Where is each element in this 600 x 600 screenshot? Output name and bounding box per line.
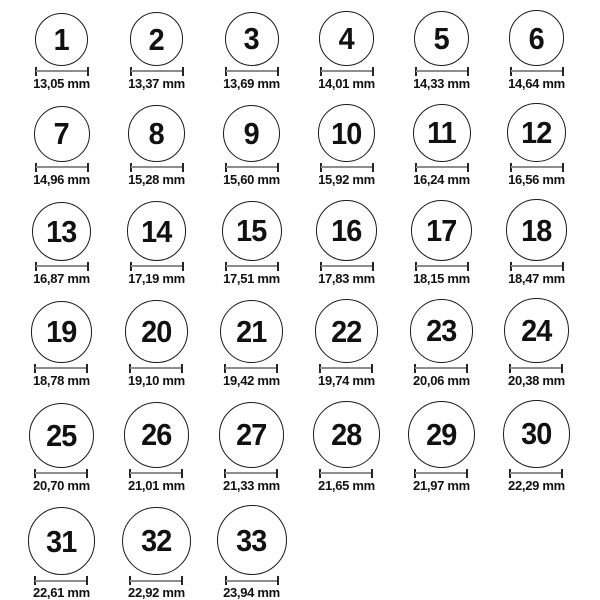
ring-size-circle <box>29 403 94 468</box>
ring-size-number: 6 <box>528 20 545 56</box>
ring-size-number: 24 <box>521 313 552 348</box>
ruler-line <box>320 367 372 369</box>
ring-size-number: 21 <box>236 313 267 349</box>
ruler-line <box>35 472 87 474</box>
ruler-line <box>226 70 278 72</box>
ring-size-circle <box>222 201 282 261</box>
ring-size-circle <box>122 507 190 575</box>
ruler-right-tick <box>466 469 468 478</box>
ruler-right-tick <box>371 364 373 373</box>
ruler-right-tick <box>276 364 278 373</box>
ring-size-number: 33 <box>236 522 267 558</box>
diameter-ruler <box>415 163 469 172</box>
ruler-line <box>511 265 563 267</box>
diameter-ruler <box>320 262 374 271</box>
diameter-label: 20,38 mm <box>508 372 565 388</box>
ring-size-number: 16 <box>331 213 362 249</box>
ring-size-number: 28 <box>331 416 362 452</box>
ring-size-circle <box>316 200 377 261</box>
ring-size-circle <box>28 507 96 575</box>
ruler-right-tick <box>561 364 563 373</box>
diameter-label: 18,47 mm <box>508 270 565 286</box>
ring-size-number: 15 <box>236 213 267 249</box>
ring-size-number: 8 <box>148 116 165 152</box>
ring-size-number: 5 <box>433 20 450 56</box>
ring-size-number: 3 <box>243 21 260 57</box>
ruler-line <box>320 472 372 474</box>
diameter-label: 16,24 mm <box>413 171 470 187</box>
ruler-line <box>131 265 183 267</box>
ring-size-item <box>316 200 377 286</box>
diameter-ruler <box>130 67 184 76</box>
ring-size-number: 26 <box>141 417 172 453</box>
ring-size-item <box>124 402 189 492</box>
ring-size-number: 18 <box>521 212 552 248</box>
ruler-line <box>416 265 468 267</box>
diameter-label: 15,92 mm <box>318 171 375 187</box>
ring-size-item <box>411 200 472 286</box>
ruler-line <box>321 166 373 168</box>
ruler-line <box>416 70 468 72</box>
diameter-label: 22,92 mm <box>128 585 185 600</box>
ring-size-circle <box>507 103 566 162</box>
ring-size-circle <box>125 300 187 362</box>
ruler-right-tick <box>181 364 183 373</box>
ruler-line <box>36 166 88 168</box>
ring-size-circle <box>319 11 374 66</box>
ring-size-item <box>220 300 283 388</box>
ruler-right-tick <box>87 67 89 76</box>
diameter-label: 21,33 mm <box>223 477 280 493</box>
ruler-right-tick <box>182 163 184 172</box>
diameter-ruler <box>129 364 183 373</box>
diameter-ruler <box>509 469 563 478</box>
ruler-line <box>415 472 467 474</box>
ring-size-item <box>504 298 568 387</box>
ruler-line <box>130 367 182 369</box>
diameter-label: 22,29 mm <box>508 477 565 493</box>
ring-size-item <box>127 201 187 286</box>
ruler-right-tick <box>86 364 88 373</box>
ring-size-circle <box>313 401 379 467</box>
diameter-ruler <box>319 364 373 373</box>
diameter-ruler <box>415 67 469 76</box>
ring-size-item <box>410 299 474 388</box>
diameter-label: 15,28 mm <box>128 171 185 187</box>
diameter-ruler <box>35 163 89 172</box>
ring-size-circle <box>217 505 287 575</box>
diameter-ruler <box>319 469 373 478</box>
ruler-line <box>130 580 182 582</box>
ruler-right-tick <box>372 163 374 172</box>
diameter-ruler <box>415 262 469 271</box>
ring-size-circle <box>124 402 189 467</box>
diameter-label: 18,15 mm <box>413 270 470 286</box>
ring-size-item <box>223 12 280 91</box>
ruler-right-tick <box>372 262 374 271</box>
ring-size-item <box>503 400 570 492</box>
ring-size-item <box>219 402 285 493</box>
ring-size-circle <box>220 300 283 363</box>
diameter-ruler <box>224 469 278 478</box>
diameter-label: 13,05 mm <box>33 75 90 91</box>
ruler-right-tick <box>371 469 373 478</box>
ruler-line <box>511 166 563 168</box>
diameter-label: 20,06 mm <box>413 372 470 388</box>
ruler-right-tick <box>86 469 88 478</box>
ring-size-number: 2 <box>148 21 165 57</box>
ruler-right-tick <box>467 163 469 172</box>
ring-size-number: 10 <box>331 115 362 151</box>
ruler-line <box>35 580 87 582</box>
ring-size-item <box>32 202 91 286</box>
ring-size-number: 29 <box>426 416 457 452</box>
ring-size-item <box>122 507 190 600</box>
diameter-ruler <box>130 163 184 172</box>
ring-size-item <box>31 301 93 388</box>
ruler-line <box>225 472 277 474</box>
ring-size-item <box>33 13 90 91</box>
ruler-right-tick <box>86 576 88 585</box>
ring-size-item <box>128 105 185 187</box>
ring-size-circle <box>414 11 469 66</box>
ruler-right-tick <box>87 163 89 172</box>
ruler-line <box>415 367 467 369</box>
ruler-line <box>225 367 277 369</box>
ring-size-number: 23 <box>426 313 457 349</box>
ring-size-number: 7 <box>53 116 70 152</box>
ruler-line <box>35 367 87 369</box>
diameter-label: 16,87 mm <box>33 270 90 286</box>
ruler-right-tick <box>182 67 184 76</box>
ring-size-circle <box>315 299 378 362</box>
ruler-line <box>226 580 278 582</box>
diameter-ruler <box>320 67 374 76</box>
ruler-line <box>36 265 88 267</box>
diameter-ruler <box>225 67 279 76</box>
ring-size-item <box>318 11 375 91</box>
ring-size-item <box>507 103 566 187</box>
ring-size-item <box>125 300 187 387</box>
ring-size-item <box>222 201 282 286</box>
diameter-label: 23,94 mm <box>223 585 280 600</box>
ring-size-item <box>413 11 470 91</box>
diameter-ruler <box>129 576 183 585</box>
diameter-label: 19,10 mm <box>128 372 185 388</box>
ring-size-circle <box>503 400 570 467</box>
ruler-right-tick <box>181 469 183 478</box>
ruler-line <box>130 472 182 474</box>
ring-size-circle <box>31 301 93 363</box>
ring-size-circle <box>509 10 565 66</box>
ring-size-circle <box>127 201 187 261</box>
diameter-ruler <box>320 163 374 172</box>
ring-size-circle <box>35 13 88 66</box>
ring-size-circle <box>411 200 472 261</box>
ruler-line <box>226 265 278 267</box>
ring-size-circle <box>34 106 90 162</box>
diameter-ruler <box>34 364 88 373</box>
diameter-label: 20,70 mm <box>33 477 90 493</box>
ruler-right-tick <box>467 67 469 76</box>
diameter-ruler <box>34 576 88 585</box>
ring-size-item <box>33 106 90 187</box>
diameter-label: 19,74 mm <box>318 372 375 388</box>
diameter-ruler <box>510 262 564 271</box>
ring-size-circle <box>223 105 280 162</box>
ruler-line <box>131 70 183 72</box>
diameter-label: 14,64 mm <box>508 75 565 91</box>
ruler-right-tick <box>562 163 564 172</box>
ring-size-circle <box>318 104 376 162</box>
diameter-ruler <box>414 469 468 478</box>
ring-size-number: 13 <box>46 213 77 249</box>
ruler-right-tick <box>467 262 469 271</box>
ruler-line <box>321 265 373 267</box>
diameter-label: 14,01 mm <box>318 75 375 91</box>
diameter-label: 15,60 mm <box>223 171 280 187</box>
ring-size-circle <box>128 105 185 162</box>
ruler-right-tick <box>87 262 89 271</box>
diameter-ruler <box>510 67 564 76</box>
ruler-right-tick <box>562 262 564 271</box>
ring-size-number: 19 <box>46 314 77 350</box>
ruler-right-tick <box>182 262 184 271</box>
ring-size-item <box>318 104 376 187</box>
ring-size-circle <box>130 12 184 66</box>
ring-size-item <box>313 401 379 492</box>
ring-size-number: 32 <box>141 523 172 559</box>
diameter-ruler <box>509 364 563 373</box>
ring-size-circle <box>219 402 285 468</box>
diameter-ruler <box>225 163 279 172</box>
diameter-ruler <box>35 67 89 76</box>
ruler-right-tick <box>466 364 468 373</box>
ruler-right-tick <box>372 67 374 76</box>
ring-size-item <box>508 10 565 91</box>
ring-size-number: 27 <box>236 417 267 453</box>
ruler-line <box>511 70 563 72</box>
diameter-ruler <box>510 163 564 172</box>
diameter-label: 17,19 mm <box>128 270 185 286</box>
ruler-right-tick <box>561 469 563 478</box>
ring-size-item <box>28 507 96 600</box>
ruler-line <box>321 70 373 72</box>
ruler-right-tick <box>277 163 279 172</box>
ring-size-item <box>217 505 287 600</box>
ring-size-number: 14 <box>141 213 172 249</box>
diameter-ruler <box>225 576 279 585</box>
diameter-label: 17,83 mm <box>318 270 375 286</box>
diameter-label: 22,61 mm <box>33 585 90 600</box>
ring-size-number: 12 <box>521 115 552 151</box>
diameter-label: 14,33 mm <box>413 75 470 91</box>
diameter-label: 17,51 mm <box>223 270 280 286</box>
ruler-line <box>226 166 278 168</box>
ring-size-number: 17 <box>426 212 457 248</box>
ring-size-circle <box>504 298 568 362</box>
diameter-ruler <box>130 262 184 271</box>
ring-size-number: 20 <box>141 314 172 349</box>
ruler-line <box>131 166 183 168</box>
ring-size-number: 9 <box>243 115 260 151</box>
ring-size-item <box>223 105 280 187</box>
ring-size-circle <box>506 199 568 261</box>
diameter-label: 21,65 mm <box>318 477 375 493</box>
ruler-line <box>36 70 88 72</box>
diameter-label: 19,42 mm <box>223 372 280 388</box>
ring-size-number: 25 <box>46 417 77 453</box>
diameter-label: 14,96 mm <box>33 171 90 187</box>
ring-size-circle <box>413 104 471 162</box>
ring-size-item <box>506 199 568 286</box>
ring-size-item <box>29 403 94 493</box>
diameter-label: 13,69 mm <box>223 75 280 91</box>
ring-size-circle <box>408 401 475 468</box>
ring-size-circle <box>225 12 279 66</box>
ring-size-number: 30 <box>521 416 552 452</box>
ring-size-item <box>315 299 378 387</box>
ruler-line <box>510 367 562 369</box>
ruler-right-tick <box>181 576 183 585</box>
diameter-ruler <box>34 469 88 478</box>
ring-size-item <box>408 401 475 493</box>
diameter-ruler <box>129 469 183 478</box>
diameter-ruler <box>414 364 468 373</box>
diameter-label: 16,56 mm <box>508 171 565 187</box>
diameter-label: 13,37 mm <box>128 75 185 91</box>
ring-size-number: 22 <box>331 313 362 349</box>
ruler-right-tick <box>277 576 279 585</box>
ring-size-item <box>413 104 471 187</box>
ruler-line <box>416 166 468 168</box>
ring-size-number: 4 <box>338 21 355 57</box>
ruler-right-tick <box>277 67 279 76</box>
ruler-right-tick <box>276 469 278 478</box>
ruler-right-tick <box>277 262 279 271</box>
diameter-label: 21,97 mm <box>413 477 470 493</box>
ring-size-circle <box>32 202 91 261</box>
ring-size-number: 11 <box>427 115 456 151</box>
ring-size-circle <box>410 299 474 363</box>
diameter-ruler <box>224 364 278 373</box>
diameter-label: 21,01 mm <box>128 477 185 493</box>
diameter-ruler <box>225 262 279 271</box>
ruler-line <box>510 472 562 474</box>
diameter-ruler <box>35 262 89 271</box>
ring-size-item <box>128 12 185 91</box>
diameter-label: 18,78 mm <box>33 372 90 388</box>
ring-size-number: 31 <box>46 523 77 559</box>
ruler-right-tick <box>562 67 564 76</box>
ring-size-number: 1 <box>53 21 70 57</box>
